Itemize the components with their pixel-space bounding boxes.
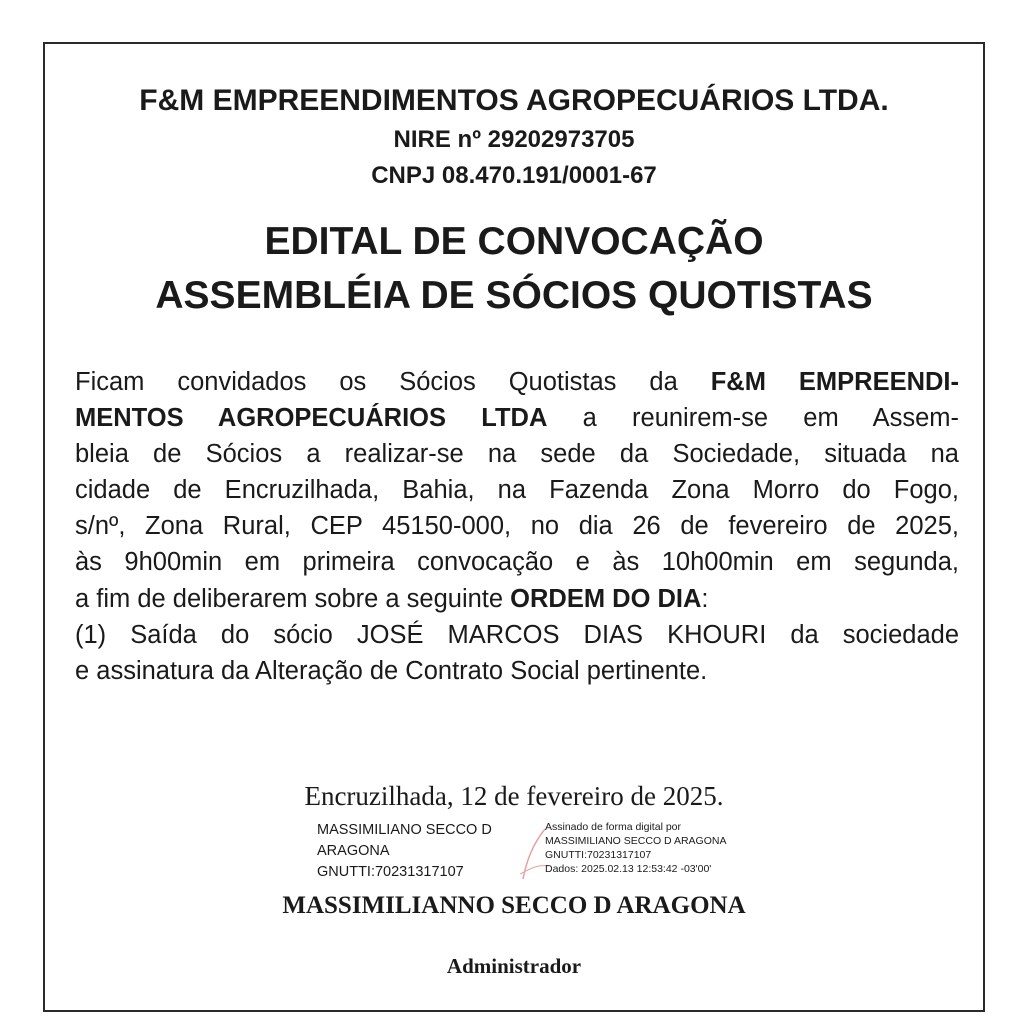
body-line: às 9h00min em primeira convocação e às 10h00min em segunda, bbox=[75, 548, 959, 577]
body-line bbox=[75, 364, 959, 400]
signature-info-line: Dados: 2025.02.13 12:53:42 -03'00' bbox=[545, 863, 712, 875]
body-line: bleia de Sócios a realizar-se na sede da Sociedade, situada na bbox=[75, 440, 959, 469]
body-line bbox=[75, 581, 959, 617]
document-frame bbox=[43, 42, 985, 1012]
body-text: : bbox=[701, 584, 709, 613]
signature-info-line: MASSIMILIANO SECCO D ARAGONA bbox=[545, 835, 727, 847]
company-name: F&M EMPREENDIMENTOS AGROPECUÁRIOS LTDA. bbox=[139, 84, 889, 117]
company-ref: MENTOS AGROPECUÁRIOS LTDA bbox=[75, 404, 548, 433]
body-line: cidade de Encruzilhada, Bahia, na Fazenda Zona Morro do Fogo, bbox=[75, 476, 959, 505]
signature-name-line: GNUTTI:70231317107 bbox=[317, 864, 464, 880]
body-text: a reunirem-se em Assem- bbox=[547, 404, 959, 433]
body-line: e assinatura da Alteração de Contrato Social pertinente. bbox=[75, 656, 708, 685]
body-line: s/nº, Zona Rural, CEP 45150-000, no dia 26 de fevereiro de 2025, bbox=[75, 512, 959, 541]
cnpj-number: CNPJ 08.470.191/0001-67 bbox=[371, 162, 657, 189]
signature-info-line: GNUTTI:70231317107 bbox=[545, 849, 652, 861]
agenda-label: ORDEM DO DIA bbox=[510, 584, 702, 613]
body-text: Ficam convidados os Sócios Quotistas da bbox=[75, 368, 711, 396]
signer-name: MASSIMILIANNO SECCO D ARAGONA bbox=[282, 892, 746, 919]
body-line: (1) Saída do sócio JOSÉ MARCOS DIAS KHOURI da sociedade bbox=[75, 620, 959, 649]
signature-info-line: Assinado de forma digital por bbox=[545, 821, 681, 833]
signature-name-line: ARAGONA bbox=[317, 843, 390, 859]
body-line bbox=[75, 400, 959, 436]
document-subtitle: ASSEMBLÉIA DE SÓCIOS QUOTISTAS bbox=[155, 274, 873, 317]
body-text: a fim de deliberarem sobre a seguinte bbox=[75, 584, 511, 613]
digital-signature-info bbox=[545, 820, 785, 876]
company-ref: F&M EMPREENDI- bbox=[710, 368, 959, 396]
digital-signature-name bbox=[317, 820, 547, 883]
notice-body bbox=[75, 364, 959, 689]
document-title: EDITAL DE CONVOCAÇÃO bbox=[264, 220, 764, 263]
signature-name-line: MASSIMILIANO SECCO D bbox=[317, 822, 492, 838]
place-date: Encruzilhada, 12 de fevereiro de 2025. bbox=[304, 781, 724, 811]
nire-number: NIRE nº 29202973705 bbox=[393, 126, 635, 153]
signer-role: Administrador bbox=[446, 954, 582, 978]
